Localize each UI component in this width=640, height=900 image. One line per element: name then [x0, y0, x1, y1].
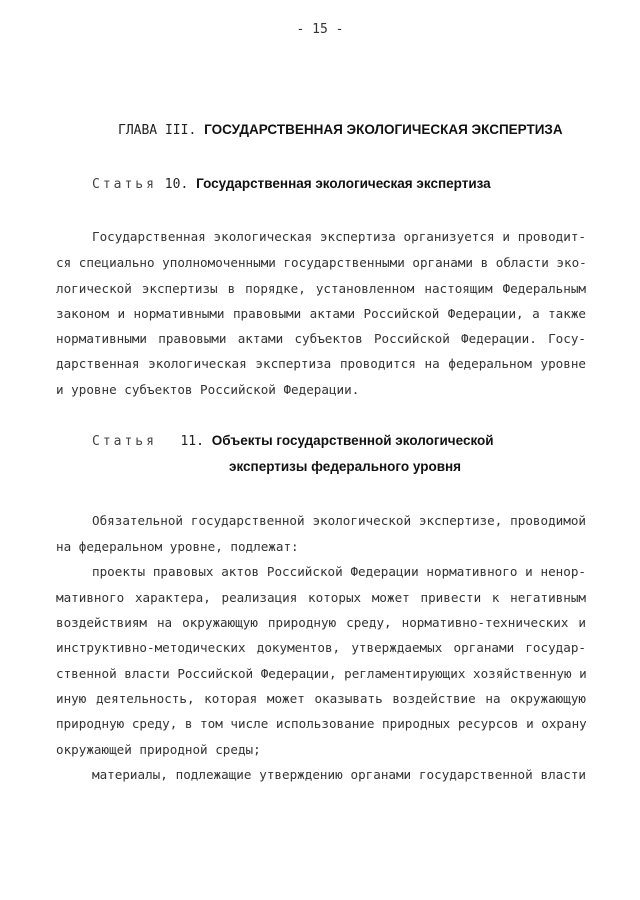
paragraph-line: иную деятельность, которая может оказывать воздействие на окружающую — [56, 691, 586, 706]
paragraph-line: инструктивно-методических документов, утверждаемых органами государ- — [56, 640, 586, 655]
article-11-heading-cont — [229, 459, 461, 475]
paragraph-line: дарственная экологическая экспертиза проводится на федеральном уровне — [56, 356, 586, 371]
paragraph-line: материалы, подлежащие утверждению органами государственной власти — [92, 767, 586, 782]
paragraph-line: и уровне субъектов Российской Федерации. — [56, 382, 360, 397]
article-11-heading — [92, 433, 494, 449]
paragraph-line: окружающей природной среды; — [56, 742, 261, 757]
paragraph-line: Обязательной государственной экологической экспертизе, проводимой — [92, 513, 586, 528]
article-number: 11. — [180, 434, 204, 449]
article-title-line-2: экспертизы федерального уровня — [229, 459, 462, 474]
paragraph-line: воздействиям на окружающую природную среду, нормативно-технических и — [56, 615, 586, 630]
paragraph-line: мативного характера, реализация которых может привести к негативным — [56, 590, 586, 605]
paragraph-line: законом и нормативными правовыми актами Российской Федерации, а также — [56, 306, 586, 321]
article-word: Статья — [92, 434, 157, 449]
article-title-line-1: Объекты государственной экологической — [211, 433, 494, 448]
article-word: Статья — [92, 177, 157, 192]
paragraph-line: Государственная экологическая экспертиза организуется и проводит- — [92, 229, 586, 244]
paragraph-line: нормативными правовыми актами субъектов Российской Федерации. Госу- — [56, 331, 586, 346]
article-title: Государственная экологическая экспертиза — [196, 176, 491, 191]
paragraph-line: логической экспертизы в порядке, установленном настоящим Федеральным — [56, 281, 586, 296]
chapter-heading — [118, 122, 563, 138]
page-number: - 15 - — [296, 22, 344, 37]
article-number: 10. — [164, 177, 189, 192]
paragraph-line: проекты правовых актов Российской Федерации нормативного и ненор- — [92, 564, 586, 579]
chapter-title: ГОСУДАРСТВЕННАЯ ЭКОЛОГИЧЕСКАЯ ЭКСПЕРТИЗА — [204, 122, 563, 137]
paragraph-line: на федеральном уровне, подлежат: — [56, 539, 299, 554]
chapter-prefix: ГЛАВА III. — [118, 123, 197, 138]
article-10-heading — [92, 176, 491, 192]
paragraph-line: ственной власти Российской Федерации, регламентирующих хозяйственную и — [56, 666, 587, 681]
paragraph-line: ся специально уполномоченными государственными органами в области эко- — [56, 255, 587, 270]
paragraph-line: природную среду, в том числе использование природных ресурсов и охрану — [56, 716, 587, 731]
